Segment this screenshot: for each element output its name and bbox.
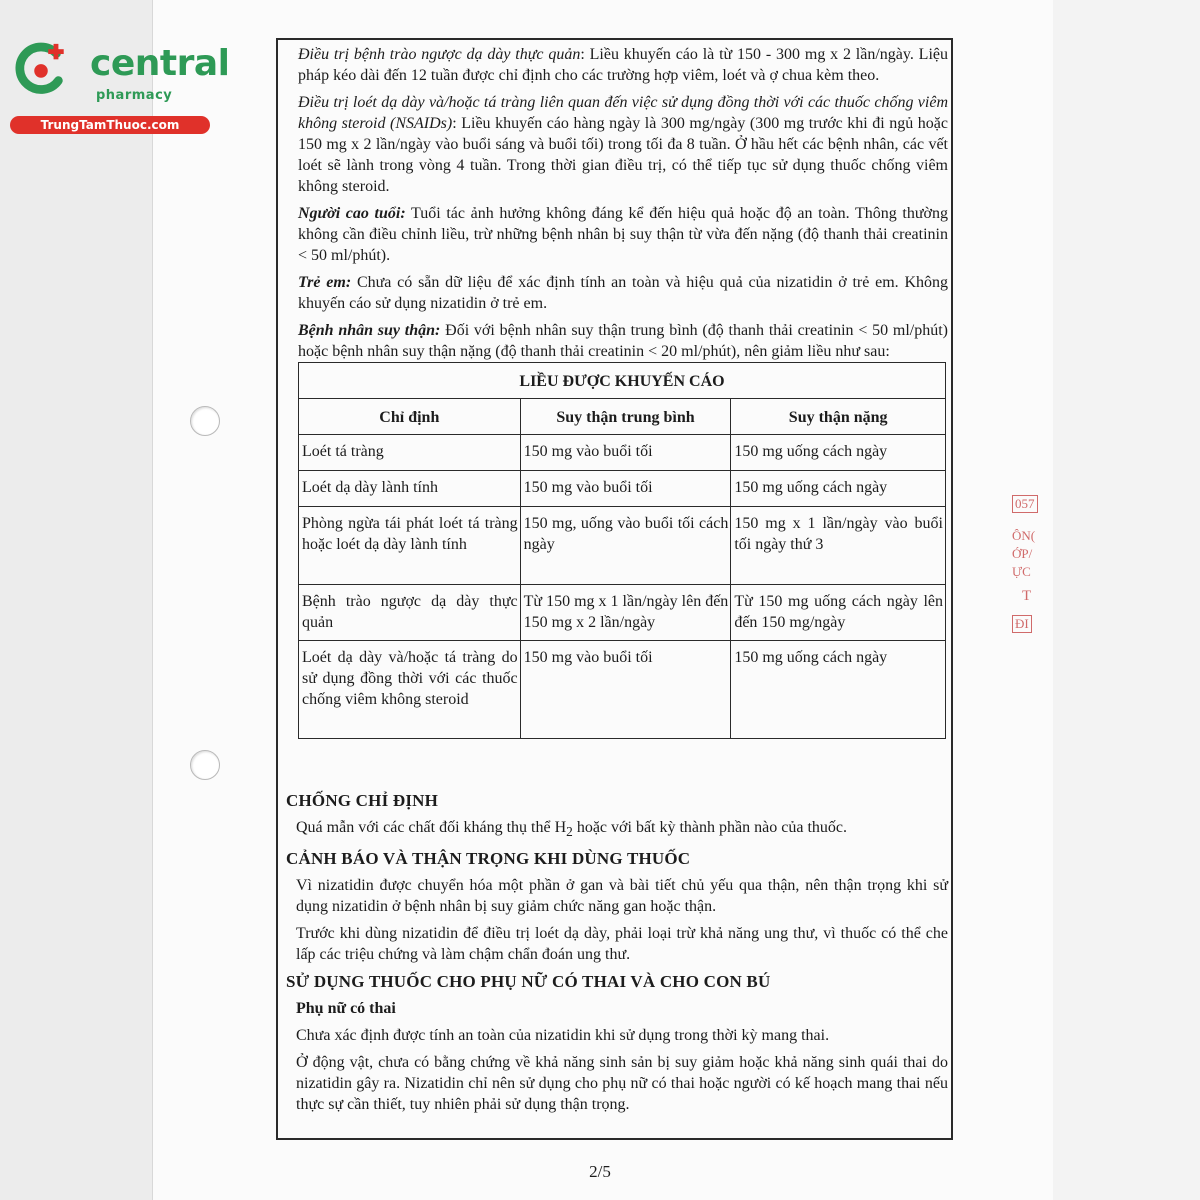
table-title: LIỀU ĐƯỢC KHUYẾN CÁO xyxy=(299,363,946,399)
dosage-section xyxy=(298,44,948,739)
paragraph-title: Điều trị bệnh trào ngược dạ dày thực quản xyxy=(298,46,581,63)
logo-ring-icon xyxy=(12,40,70,98)
paragraph-gerd xyxy=(298,44,948,86)
table-cell: Bệnh trào ngược dạ dày thực quản xyxy=(299,585,521,641)
stamp-text: ĐI xyxy=(1012,615,1032,633)
table-cell: 150 mg uống cách ngày xyxy=(731,641,946,739)
paragraph-renal xyxy=(298,320,948,362)
stamp-text: ỰC xyxy=(1012,564,1031,579)
contraindications-text xyxy=(296,817,948,842)
paragraph-text: Tuổi tác ảnh hưởng không đáng kể đến hiệu quả hoặc độ an toàn. Thông thường không cần điều chỉnh liều, trừ những bệnh nhân bị suy thận từ vừa đến nặng (độ thanh thải creatinin < 50 ml/phút). xyxy=(298,205,948,264)
table-header: Chỉ định xyxy=(299,399,521,435)
table-cell: 150 mg vào buổi tối xyxy=(520,641,731,739)
punch-hole-bottom xyxy=(190,750,220,780)
logo-wordmark: central xyxy=(90,43,230,84)
paragraph-text: : Liều khuyến cáo là từ 150 - 300 mg x 2 lần/ngày. Liệu pháp kéo dài đến 12 tuần được chỉ định cho các trường hợp viêm, loét và ợ chua kèm theo. xyxy=(298,46,948,84)
paragraph-children xyxy=(298,272,948,314)
warnings-paragraph: Vì nizatidin được chuyển hóa một phần ở gan và bài tiết chủ yếu qua thận, nên thận trọng khi sử dụng nizatidin ở bệnh nhân bị suy giảm chức năng gan hoặc thận. xyxy=(296,877,948,916)
table-row xyxy=(299,641,946,739)
table-cell: 150 mg, uống vào buổi tối cách ngày xyxy=(520,507,731,585)
table-row xyxy=(299,471,946,507)
red-stamp-fragment xyxy=(1012,492,1042,652)
table-cell: 150 mg uống cách ngày xyxy=(731,471,946,507)
table-cell: 150 mg x 1 lần/ngày vào buổi tối ngày thứ 3 xyxy=(731,507,946,585)
paragraph-nsaid xyxy=(298,92,948,197)
text-part: hoặc với bất kỳ thành phần nào của thuốc. xyxy=(572,819,847,836)
paragraph-title: Điều trị loét dạ dày và/hoặc tá tràng liên quan đến việc sử dụng đồng thời với các thuốc chống viêm không steroid (NSAIDs) xyxy=(298,94,948,132)
stamp-text: ÔN( xyxy=(1012,528,1036,543)
next-page-edge xyxy=(1053,0,1200,1200)
table-cell: Loét tá tràng xyxy=(299,435,521,471)
table-row xyxy=(299,585,946,641)
paragraph-title: Bệnh nhân suy thận: xyxy=(298,322,441,339)
table-cell: 150 mg vào buổi tối xyxy=(520,435,731,471)
subsection-title-pregnant: Phụ nữ có thai xyxy=(296,1000,396,1018)
subscript: 2 xyxy=(566,824,573,840)
section-title-warnings: CẢNH BÁO VÀ THẬN TRỌNG KHI DÙNG THUỐC xyxy=(286,849,691,869)
lower-sections xyxy=(286,790,948,1121)
stamp-text: T xyxy=(1022,588,1032,604)
pregnancy-paragraph: Ở động vật, chưa có bằng chứng về khả năng sinh sản bị suy giảm hoặc khả năng sinh quái thai do nizatidin gây ra. Nizatidin chỉ nên sử dụng cho phụ nữ có thai hoặc người có kế hoạch mang thai nếu thực sự cần thiết, tuy nhiên phải sử dụng thận trọng. xyxy=(296,1054,948,1114)
stamp-text: ỚP/ xyxy=(1012,546,1033,561)
page-number: 2/5 xyxy=(589,1162,611,1181)
text-part: Quá mẫn với các chất đối kháng thụ thể H xyxy=(296,819,567,836)
table-header: Suy thận trung bình xyxy=(520,399,731,435)
pregnancy-paragraph: Chưa xác định được tính an toàn của nizatidin khi sử dụng trong thời kỳ mang thai. xyxy=(296,1027,830,1045)
central-pharmacy-logo xyxy=(8,36,230,136)
table-cell: Từ 150 mg uống cách ngày lên đến 150 mg/ngày xyxy=(731,585,946,641)
warnings-paragraph: Trước khi dùng nizatidin để điều trị loét dạ dày, phải loại trừ khả năng ung thư, vì thuốc có thể che lấp các triệu chứng và làm chậm chẩn đoán ung thư. xyxy=(296,925,948,964)
paragraph-title: Người cao tuổi: xyxy=(298,205,406,222)
table-header-row xyxy=(299,399,946,435)
table-cell: Loét dạ dày và/hoặc tá tràng do sử dụng đồng thời với các thuốc chống viêm không steroid xyxy=(299,641,521,739)
logo-subtitle: pharmacy xyxy=(96,88,173,103)
table-cell: Loét dạ dày lành tính xyxy=(299,471,521,507)
logo-url-banner: TrungTamThuoc.com xyxy=(10,116,210,134)
table-row xyxy=(299,507,946,585)
stamp-text: 057 xyxy=(1012,495,1038,513)
dosage-table xyxy=(298,362,946,739)
paragraph-title: Trẻ em: xyxy=(298,274,352,291)
table-cell: 150 mg uống cách ngày xyxy=(731,435,946,471)
paragraph-text: : Liều khuyến cáo hàng ngày là 300 mg/ngày (300 mg trước khi đi ngủ hoặc 150 mg x 2 lần/ngày vào buổi sáng và buổi tối) trong tối đa 8 tuần. Ở hầu hết các bệnh nhân, các vết loét sẽ lành trong vòng 4 tuần. Trong thời gian điều trị, có thể tiếp tục sử dụng thuốc chống viêm không steroid. xyxy=(298,115,949,195)
table-row xyxy=(299,435,946,471)
section-title-pregnancy: SỬ DỤNG THUỐC CHO PHỤ NỮ CÓ THAI VÀ CHO CON BÚ xyxy=(286,972,771,992)
section-title-contraindications: CHỐNG CHỈ ĐỊNH xyxy=(286,791,439,810)
table-cell: Từ 150 mg x 1 lần/ngày lên đến 150 mg x 2 lần/ngày xyxy=(520,585,731,641)
punch-hole-top xyxy=(190,406,220,436)
table-cell: 150 mg vào buổi tối xyxy=(520,471,731,507)
paragraph-text: Chưa có sẵn dữ liệu để xác định tính an toàn và hiệu quả của nizatidin ở trẻ em. Không khuyến cáo sử dụng nizatidin ở trẻ em. xyxy=(298,274,948,312)
table-cell: Phòng ngừa tái phát loét tá tràng hoặc loét dạ dày lành tính xyxy=(299,507,521,585)
table-header: Suy thận nặng xyxy=(731,399,946,435)
paragraph-elderly xyxy=(298,203,948,266)
paragraph-text: Đối với bệnh nhân suy thận trung bình (độ thanh thải creatinin < 50 ml/phút) hoặc bệnh nhân suy thận nặng (độ thanh thải creatinin < 20 ml/phút), nên giảm liều như sau: xyxy=(298,322,948,360)
